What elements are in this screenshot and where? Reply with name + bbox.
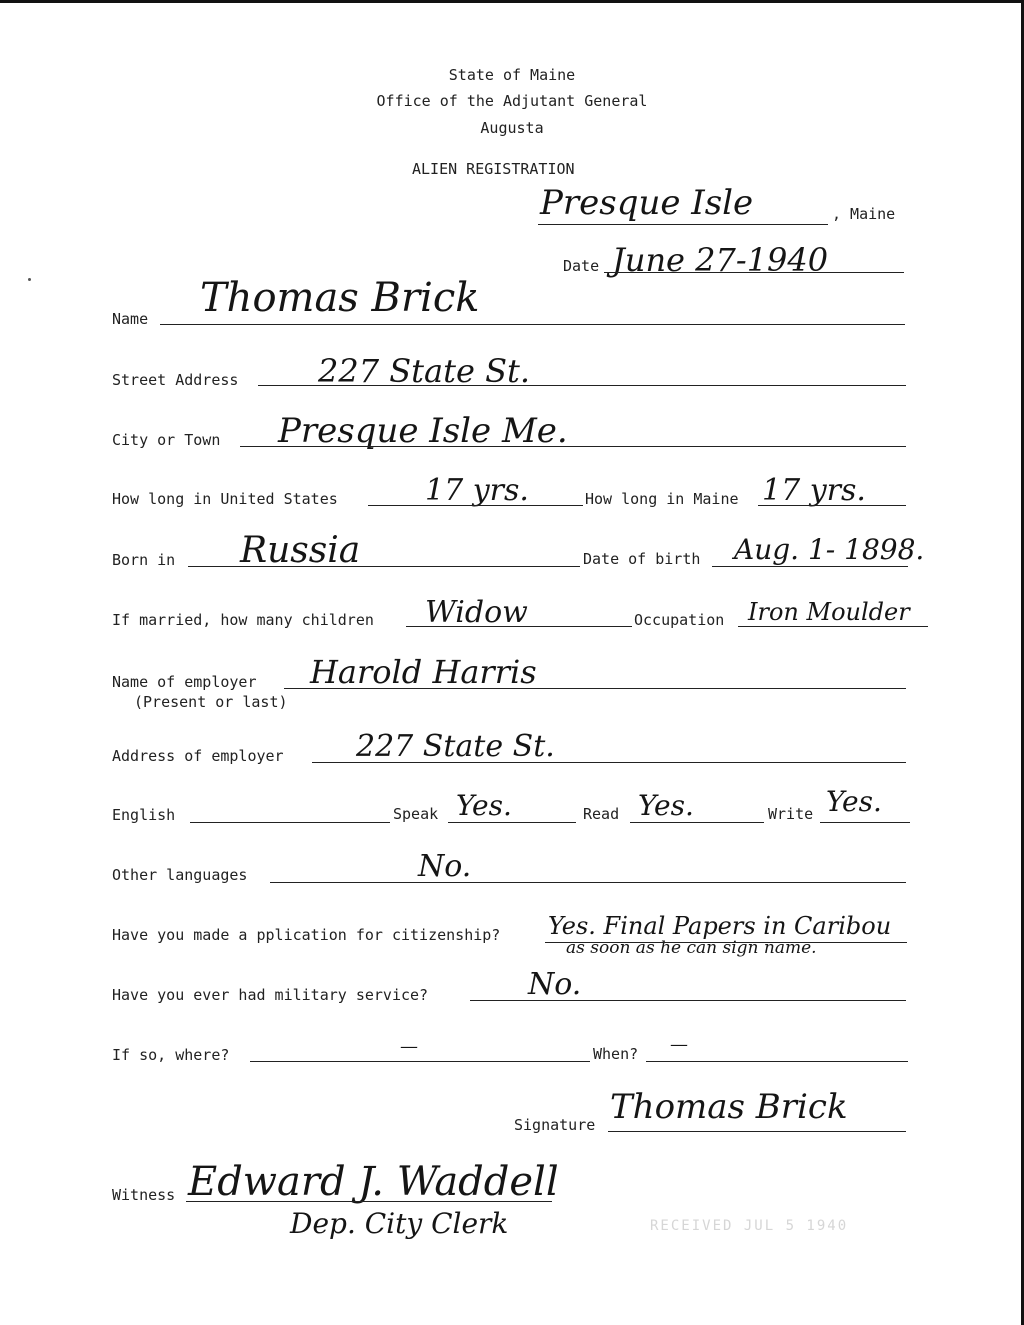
place-suffix: , Maine xyxy=(832,205,896,223)
date-of-birth-line xyxy=(712,566,908,567)
how-long-maine-line xyxy=(758,505,906,506)
other-languages-line xyxy=(270,882,906,883)
witness-value: Edward J. Waddell xyxy=(188,1159,559,1205)
witness-line xyxy=(186,1201,552,1202)
read-line xyxy=(630,822,764,823)
how-long-us-value: 17 yrs. xyxy=(425,473,529,508)
employer-address-label: Address of employer xyxy=(112,747,284,765)
employer-address-line xyxy=(312,762,906,763)
where-line xyxy=(250,1061,590,1062)
header-office: Office of the Adjutant General xyxy=(376,92,648,110)
when-line xyxy=(646,1061,908,1062)
date-value: June 27-1940 xyxy=(612,241,829,279)
write-value: Yes. xyxy=(826,785,882,818)
speak-line xyxy=(448,822,576,823)
employer-label: Name of employer xyxy=(112,673,257,691)
speak-value: Yes. xyxy=(456,789,512,822)
employer-value: Harold Harris xyxy=(310,653,537,691)
english-label: English xyxy=(112,806,176,824)
other-languages-value: No. xyxy=(418,849,472,884)
how-long-us-line xyxy=(368,505,583,506)
occupation-value: Iron Moulder xyxy=(748,598,910,626)
children-label: If married, how many children xyxy=(112,611,374,629)
military-label: Have you ever had military service? xyxy=(112,986,429,1004)
name-value: Thomas Brick xyxy=(200,275,480,321)
scan-border-top xyxy=(0,0,1024,3)
signature-value: Thomas Brick xyxy=(610,1087,848,1127)
occupation-line xyxy=(738,626,928,627)
military-value: No. xyxy=(528,967,582,1002)
born-in-value: Russia xyxy=(240,530,361,571)
occupation-label: Occupation xyxy=(634,611,725,629)
date-label: Date xyxy=(563,257,600,275)
citizenship-line xyxy=(545,942,907,943)
city-value: Presque Isle Me. xyxy=(278,411,568,451)
scan-speck xyxy=(28,278,31,281)
citizenship-label: Have you made a pplication for citizenship? xyxy=(112,926,501,944)
signature-line xyxy=(608,1131,906,1132)
when-value: — xyxy=(670,1034,688,1055)
other-languages-label: Other languages xyxy=(112,866,248,884)
form-title: ALIEN REGISTRATION xyxy=(412,160,575,178)
how-long-maine-label: How long in Maine xyxy=(585,490,739,508)
witness-title: Dep. City Clerk xyxy=(290,1207,509,1240)
city-label: City or Town xyxy=(112,431,221,449)
english-line xyxy=(190,822,390,823)
born-in-line xyxy=(188,566,580,567)
city-line xyxy=(240,446,906,447)
place-line xyxy=(538,224,828,225)
born-in-label: Born in xyxy=(112,551,176,569)
read-value: Yes. xyxy=(638,789,694,822)
signature-label: Signature xyxy=(514,1116,596,1134)
citizenship-value: Yes. Final Papers in Caribou xyxy=(548,912,892,940)
how-long-maine-value: 17 yrs. xyxy=(762,473,866,508)
witness-label: Witness xyxy=(112,1186,176,1204)
citizenship-value-line2: as soon as he can sign name. xyxy=(566,938,817,958)
date-line xyxy=(604,272,904,273)
employer-address-value: 227 State St. xyxy=(356,729,555,764)
where-value: — xyxy=(400,1036,418,1057)
received-stamp: RECEIVED JUL 5 1940 xyxy=(650,1218,849,1234)
date-of-birth-label: Date of birth xyxy=(583,550,701,568)
header-city: Augusta xyxy=(480,119,544,137)
street-value: 227 State St. xyxy=(318,352,531,390)
military-line xyxy=(470,1000,906,1001)
children-line xyxy=(406,626,632,627)
where-label: If so, where? xyxy=(112,1046,230,1064)
when-label: When? xyxy=(593,1045,639,1063)
write-label: Write xyxy=(768,805,814,823)
date-of-birth-value: Aug. 1- 1898. xyxy=(734,533,925,566)
speak-label: Speak xyxy=(393,805,439,823)
read-label: Read xyxy=(583,805,620,823)
header-state: State of Maine xyxy=(448,66,576,84)
children-value: Widow xyxy=(425,595,528,630)
write-line xyxy=(820,822,910,823)
name-line xyxy=(160,324,905,325)
how-long-us-label: How long in United States xyxy=(112,490,338,508)
employer-line xyxy=(284,688,906,689)
employer-sublabel: (Present or last) xyxy=(134,693,288,711)
street-line xyxy=(258,385,906,386)
place-value: Presque Isle xyxy=(540,183,754,223)
name-label: Name xyxy=(112,310,149,328)
street-label: Street Address xyxy=(112,371,239,389)
